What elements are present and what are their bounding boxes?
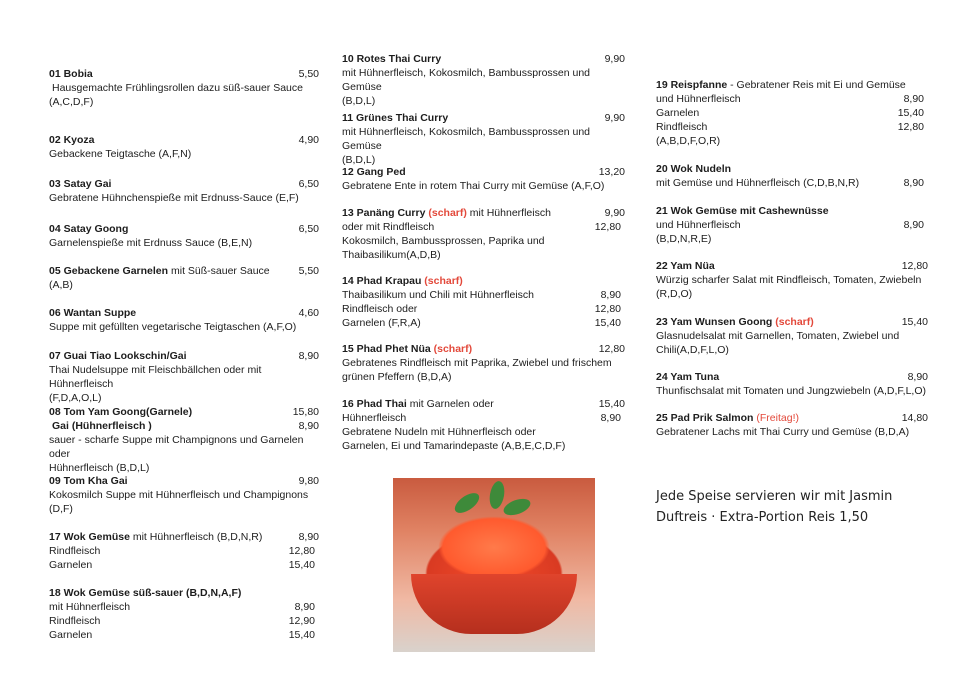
variant-label: Hühnerfleisch	[342, 412, 407, 424]
menu-item-title: 17 Wok Gemüse	[49, 531, 130, 543]
menu-item-header	[342, 397, 625, 411]
menu-item-title: 25 Pad Prik Salmon	[656, 412, 754, 424]
menu-item-title-wrap	[656, 315, 902, 329]
basil-leaf-icon	[501, 496, 532, 519]
menu-item-variant	[342, 302, 625, 316]
menu-item-price: 15,40	[598, 398, 625, 410]
menu-item-title-wrap	[49, 530, 299, 544]
menu-item	[49, 222, 319, 250]
variant-price: 15,40	[288, 559, 315, 571]
menu-item-price: 9,80	[298, 475, 319, 487]
menu-item-price: 13,20	[598, 166, 625, 178]
variant-label: Rindfleisch oder	[342, 303, 418, 315]
menu-item-description: Suppe mit gefüllten vegetarische Teigtaschen (A,F,O)	[49, 321, 297, 333]
menu-item-title-wrap	[49, 177, 299, 191]
menu-item-title-wrap	[49, 133, 299, 147]
menu-item-header	[342, 342, 625, 356]
menu-item	[656, 204, 928, 246]
menu-item-title: 22 Yam Nüa	[656, 260, 715, 272]
menu-item	[342, 397, 625, 453]
menu-item-price: 12,80	[901, 260, 928, 272]
menu-item-price: 8,90	[907, 371, 928, 383]
menu-item-variant	[49, 544, 319, 558]
menu-item-variant	[49, 614, 319, 628]
menu-item-variant	[656, 120, 928, 134]
spicy-badge: (scharf)	[775, 316, 814, 328]
variant-label: und Hühnerfleisch	[656, 93, 741, 105]
curry-bowl	[411, 574, 577, 634]
menu-item-variant	[49, 558, 319, 572]
menu-item-header	[656, 315, 928, 329]
menu-item-header	[342, 206, 625, 220]
menu-item-header	[656, 78, 928, 92]
menu-item-title-wrap	[49, 474, 299, 488]
curry-dish-photo	[393, 478, 595, 652]
menu-item-price: 9,90	[604, 53, 625, 65]
menu-item-variant	[342, 288, 625, 302]
menu-item-title-wrap	[656, 411, 902, 425]
menu-item-description: Thunfischsalat mit Tomaten und Jungzwiebeln (A,D,F,L,O)	[656, 385, 927, 397]
variant-price: 12,80	[897, 121, 924, 133]
menu-item-title-wrap	[656, 370, 908, 384]
menu-item-description: (B,D,N,R,E)	[656, 233, 712, 245]
variant-label: Rindfleisch	[656, 121, 708, 133]
variant-label: mit Gemüse und Hühnerfleisch (C,D,B,N,R)	[656, 177, 860, 189]
menu-item-description: Gebratenes Rindfleisch mit Paprika, Zwiebel und frischem	[342, 357, 612, 369]
menu-item-title: 08 Tom Yam Goong(Garnele)	[49, 406, 193, 418]
menu-item	[49, 474, 319, 516]
menu-item-title-wrap	[49, 222, 299, 236]
menu-item-description: (B,D,L)	[342, 95, 376, 107]
menu-item-note: mit Süß-sauer Sauce (A,B)	[49, 265, 270, 291]
menu-item-price: 5,50	[298, 68, 319, 80]
menu-item-title: 07 Guai Tiao Lookschin/Gai	[49, 350, 187, 362]
menu-item	[342, 342, 625, 384]
menu-item-note: mit Garnelen oder	[406, 398, 494, 410]
variant-label: mit Hühnerfleisch	[49, 601, 131, 613]
menu-item-title-wrap	[342, 206, 605, 220]
menu-item-variant	[342, 411, 625, 425]
menu-item-title-wrap	[49, 586, 319, 600]
menu-item-header	[49, 264, 319, 292]
variant-price: 8,90	[903, 93, 924, 105]
menu-item-title-wrap	[342, 397, 599, 411]
menu-item-variant	[49, 419, 319, 433]
menu-item-title-wrap	[49, 306, 299, 320]
menu-item-price: 15,40	[901, 316, 928, 328]
menu-item-header	[49, 349, 319, 363]
menu-item-title: 04 Satay Goong	[49, 223, 129, 235]
menu-item-title: 12 Gang Ped	[342, 166, 406, 178]
menu-item-header	[656, 259, 928, 273]
menu-item-description: Hühnerfleisch (B,D,L)	[49, 462, 150, 474]
menu-item-title: 21 Wok Gemüse mit Cashewnüsse	[656, 205, 829, 217]
menu-item-title-wrap	[342, 52, 605, 66]
menu-item-note: mit Hühnerfleisch	[466, 207, 551, 219]
menu-item-description: Gebratener Lachs mit Thai Curry und Gemüse (B,D,A)	[656, 426, 910, 438]
menu-item-description: Hausgemachte Frühlingsrollen dazu süß-sauer Sauce	[52, 82, 303, 94]
menu-item-price: 4,60	[298, 307, 319, 319]
variant-price: 8,90	[294, 601, 315, 613]
menu-item-variant	[656, 92, 928, 106]
menu-item	[656, 315, 928, 357]
menu-item	[342, 165, 625, 193]
variant-price: 8,90	[600, 412, 621, 424]
menu-item-price: 6,50	[298, 178, 319, 190]
menu-item-price: 14,80	[901, 412, 928, 424]
variant-price: 8,90	[903, 219, 924, 231]
menu-item-title-wrap	[342, 274, 625, 288]
menu-item-title-wrap	[49, 264, 299, 292]
menu-item-header	[342, 52, 625, 66]
menu-item	[49, 405, 319, 475]
menu-item	[49, 67, 319, 109]
menu-item-title-wrap	[49, 67, 299, 81]
menu-item-description: Garnelenspieße mit Erdnuss Sauce (B,E,N)	[49, 237, 253, 249]
rice-tagline	[656, 486, 916, 528]
menu-item-variant	[656, 218, 928, 232]
menu-item-title-wrap	[342, 111, 605, 125]
menu-item-note: - Gebratener Reis mit Ei und Gemüse	[727, 79, 906, 91]
basil-leaf-icon	[452, 489, 483, 517]
menu-item	[656, 411, 928, 439]
menu-item-note: mit Hühnerfleisch (B,D,N,R)	[129, 531, 263, 543]
menu-item	[49, 264, 319, 292]
menu-item-header	[49, 530, 319, 544]
menu-item	[656, 370, 928, 398]
variant-label: Garnelen	[49, 629, 93, 641]
menu-item-title: 16 Phad Thai	[342, 398, 407, 410]
menu-item-description: mit Hühnerfleisch, Kokosmilch, Bambussprossen und Gemüse	[342, 67, 591, 93]
variant-price: 12,90	[288, 615, 315, 627]
variant-price: 15,40	[897, 107, 924, 119]
menu-item-title: 11 Grünes Thai Curry	[342, 112, 449, 124]
menu-item-description: Kokosmilch Suppe mit Hühnerfleisch und Champignons	[49, 489, 309, 501]
menu-item-header	[342, 274, 625, 288]
menu-item-header	[49, 177, 319, 191]
tagline-line-2: Duftreis · Extra-Portion Reis 1,50	[656, 510, 869, 525]
menu-item-description: Gebratene Hühnchenspieße mit Erdnuss-Sauce (E,F)	[49, 192, 299, 204]
menu-item-header	[342, 111, 625, 125]
variant-price: 8,90	[298, 420, 319, 432]
menu-item-title-wrap	[342, 165, 599, 179]
variant-price: 12,80	[594, 303, 621, 315]
menu-item-title: 01 Bobia	[49, 68, 93, 80]
spicy-badge: (scharf)	[433, 343, 473, 355]
menu-item-description: Chili(A,D,F,L,O)	[656, 344, 729, 356]
menu-item-price: 12,80	[598, 343, 625, 355]
menu-item-title: 23 Yam Wunsen Goong	[656, 316, 773, 328]
menu-item-title: 24 Yam Tuna	[656, 371, 720, 383]
menu-item-title-wrap	[656, 162, 928, 176]
menu-item-header	[49, 133, 319, 147]
menu-item-price: 5,50	[298, 265, 319, 277]
menu-item-title-wrap	[656, 78, 928, 92]
menu-item-price: 9,90	[604, 207, 625, 219]
variant-price: 8,90	[903, 177, 924, 189]
menu-item-description: Thai Nudelsuppe mit Fleischbällchen oder mit Hühnerfleisch	[49, 364, 262, 390]
variant-label: Garnelen	[656, 107, 700, 119]
menu-item-title-wrap	[342, 342, 599, 356]
menu-item	[49, 530, 319, 572]
menu-item-price: 8,90	[298, 350, 319, 362]
menu-item-title-wrap	[49, 405, 293, 419]
menu-item-description: mit Hühnerfleisch, Kokosmilch, Bambussprossen und Gemüse	[342, 126, 591, 152]
menu-item-title: 14 Phad Krapau	[342, 275, 422, 287]
menu-item	[342, 206, 625, 262]
menu-item-price: 8,90	[298, 531, 319, 543]
menu-item-header	[656, 162, 928, 176]
menu-item-title-wrap	[656, 204, 928, 218]
menu-item-price: 9,90	[604, 112, 625, 124]
menu-item-title: 20 Wok Nudeln	[656, 163, 732, 175]
menu-item-header	[49, 67, 319, 81]
menu-item	[342, 111, 625, 167]
menu-item-header	[656, 411, 928, 425]
menu-item	[656, 78, 928, 148]
friday-badge: (Freitag!)	[756, 412, 799, 424]
menu-item-variant	[656, 106, 928, 120]
menu-item-title: 10 Rotes Thai Curry	[342, 53, 442, 65]
menu-item-description: Kokosmilch, Bambussprossen, Paprika und	[342, 235, 545, 247]
menu-item-header	[49, 586, 319, 600]
tagline-line-1: Jede Speise servieren wir mit Jasmin	[656, 489, 893, 504]
menu-item-description: (A,B,D,F,O,R)	[656, 135, 721, 147]
menu-item-header	[656, 370, 928, 384]
menu-item-header	[656, 204, 928, 218]
variant-label: Garnelen (F,R,A)	[342, 317, 421, 329]
menu-item	[49, 306, 319, 334]
menu-item-variant	[656, 176, 928, 190]
menu-item-description: (D,F)	[49, 503, 73, 515]
menu-item-description: (F,D,A,O,L)	[49, 392, 102, 404]
menu-item-description: sauer - scharfe Suppe mit Champignons und Garnelen oder	[49, 434, 304, 460]
variant-price: 8,90	[600, 289, 621, 301]
menu-item	[342, 274, 625, 330]
variant-price: 12,80	[594, 221, 621, 233]
menu-item-description: Gebratene Nudeln mit Hühnerfleisch oder	[342, 426, 536, 438]
variant-label: Rindfleisch	[49, 545, 101, 557]
menu-item	[656, 259, 928, 301]
variant-price: 15,40	[288, 629, 315, 641]
menu-item-title: 18 Wok Gemüse süß-sauer (B,D,N,A,F)	[49, 587, 242, 599]
menu-item-description: Würzig scharfer Salat mit Rindfleisch, Tomaten, Zwiebeln	[656, 274, 922, 286]
menu-item-header	[49, 405, 319, 419]
menu-item-price: 15,80	[292, 406, 319, 418]
variant-label: oder mit Rindfleisch	[342, 221, 435, 233]
menu-item-description: (R,D,O)	[656, 288, 693, 300]
menu-item	[342, 52, 625, 108]
menu-item-description: (A,C,D,F)	[49, 96, 94, 108]
menu-item	[49, 349, 319, 405]
menu-item	[49, 177, 319, 205]
menu-item-title: 02 Kyoza	[49, 134, 95, 146]
menu-item-title: 05 Gebackene Garnelen	[49, 265, 169, 277]
variant-label: Rindfleisch	[49, 615, 101, 627]
menu-item-description: grünen Pfeffern (B,D,A)	[342, 371, 452, 383]
menu-item-header	[49, 222, 319, 236]
menu-item-variant	[342, 316, 625, 330]
menu-item-title: 13 Panäng Curry	[342, 207, 426, 219]
variant-label: Garnelen	[49, 559, 93, 571]
menu-item-description: Garnelen, Ei und Tamarindepaste (A,B,E,C,D,F)	[342, 440, 566, 452]
menu-item-price: 4,90	[298, 134, 319, 146]
menu-item-description: Gebratene Ente in rotem Thai Curry mit Gemüse (A,F,O)	[342, 180, 605, 192]
variant-title: Gai (Hühnerfleisch )	[52, 420, 152, 432]
menu-item-title: 03 Satay Gai	[49, 178, 112, 190]
menu-item-description: Glasnudelsalat mit Garnellen, Tomaten, Zwiebel und	[656, 330, 900, 342]
menu-item-title-wrap	[49, 349, 299, 363]
variant-label: Thaibasilikum und Chili mit Hühnerfleisch	[342, 289, 534, 301]
variant-price: 15,40	[594, 317, 621, 329]
basil-leaf-icon	[488, 480, 507, 510]
menu-item	[49, 133, 319, 161]
menu-item-price: 6,50	[298, 223, 319, 235]
menu-item-header	[49, 306, 319, 320]
menu-item-description: Thaibasilikum(A,D,B)	[342, 249, 441, 261]
menu-item-variant	[49, 600, 319, 614]
menu-item-title: 06 Wantan Suppe	[49, 307, 137, 319]
menu-item	[49, 586, 319, 642]
spicy-badge: (scharf)	[424, 275, 463, 287]
menu-item-variant	[342, 220, 625, 234]
menu-item-title: 15 Phad Phet Nüa	[342, 343, 431, 355]
menu-item-title: 19 Reispfanne	[656, 79, 728, 91]
menu-item-title-wrap	[656, 259, 902, 273]
variant-price: 12,80	[288, 545, 315, 557]
menu-item-description: Gebackene Teigtasche (A,F,N)	[49, 148, 192, 160]
menu-item-description: (B,D,L)	[342, 154, 376, 166]
menu-item-header	[49, 474, 319, 488]
spicy-badge: (scharf)	[428, 207, 467, 219]
variant-label: und Hühnerfleisch	[656, 219, 741, 231]
menu-item	[656, 162, 928, 190]
menu-item-header	[342, 165, 625, 179]
menu-item-variant	[49, 628, 319, 642]
menu-item-title: 09 Tom Kha Gai	[49, 475, 128, 487]
